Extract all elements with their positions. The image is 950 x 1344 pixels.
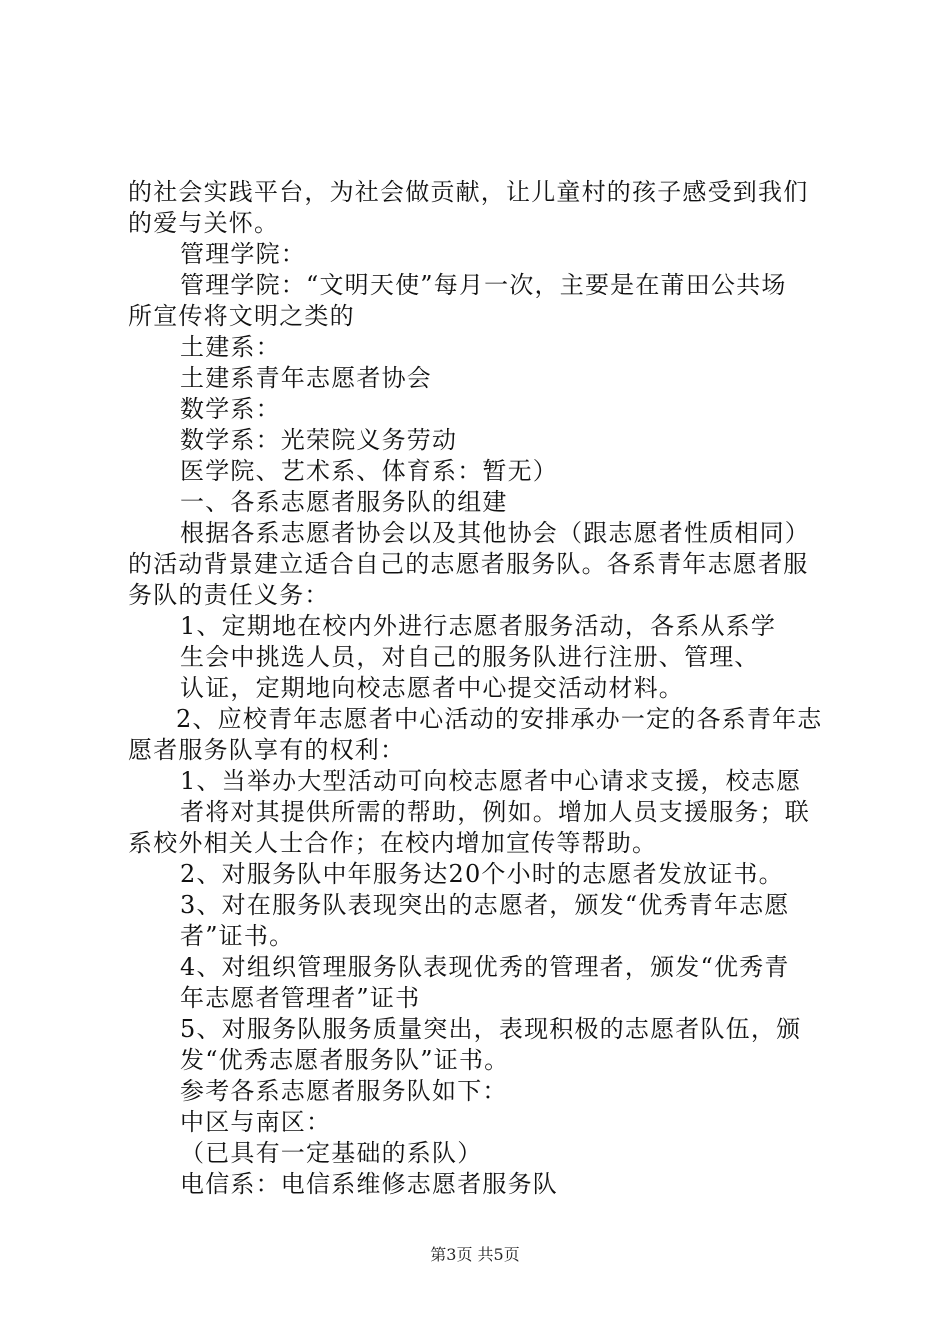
paragraph-line: 数学系：: [180, 395, 281, 423]
paragraph-line: 中区与南区：: [180, 1108, 332, 1136]
list-item-line: 认证，定期地向校志愿者中心提交活动材料。: [180, 674, 684, 702]
list-item-line: 1、当举办大型活动可向校志愿者中心请求支援，校志愿: [180, 767, 802, 795]
paragraph-line: 管理学院：: [180, 240, 306, 268]
page-number-footer: 第3页 共5页: [430, 1245, 520, 1264]
paragraph-line: 管理学院：“文明天使”每月一次，主要是在莆田公共场: [180, 271, 787, 299]
paragraph-line: 的活动背景建立适合自己的志愿者服务队。各系青年志愿者服: [128, 550, 809, 578]
list-item-line: 4、对组织管理服务队表现优秀的管理者，颁发“优秀青: [180, 953, 790, 981]
paragraph-line: 的爱与关怀。: [128, 209, 280, 237]
paragraph-line: 务队的责任义务：: [128, 581, 330, 609]
list-item-line: 发“优秀志愿者服务队”证书。: [180, 1046, 510, 1074]
paragraph-line: 土建系：: [180, 333, 281, 361]
paragraph-line: 的社会实践平台，为社会做贡献，让儿童村的孩子感受到我们: [128, 178, 809, 206]
paragraph-line: 所宣传将文明之类的: [128, 302, 355, 330]
paragraph-line: 医学院、艺术系、体育系：暂无）: [180, 457, 558, 485]
list-item-line: 1、定期地在校内外进行志愿者服务活动，各系从系学: [180, 612, 777, 640]
list-item-line: 5、对服务队服务质量突出，表现积极的志愿者队伍，颁: [180, 1015, 802, 1043]
list-item-line: 者”证书。: [180, 922, 295, 950]
list-item-line: 2、应校青年志愿者中心活动的安排承办一定的各系青年志: [176, 705, 823, 733]
list-item-line: 2、对服务队中年服务达20个小时的志愿者发放证书。: [180, 860, 784, 888]
paragraph-line: 数学系：光荣院义务劳动: [180, 426, 458, 454]
paragraph-line: 根据各系志愿者协会以及其他协会（跟志愿者性质相同）: [180, 519, 810, 547]
list-item-line: 生会中挑选人员，对自己的服务队进行注册、管理、: [180, 643, 760, 671]
list-item-line: 者将对其提供所需的帮助，例如。增加人员支援服务；联: [180, 798, 810, 826]
paragraph-line: 参考各系志愿者服务队如下：: [180, 1077, 508, 1105]
list-item-line: 3、对在服务队表现突出的志愿者，颁发“优秀青年志愿: [180, 891, 790, 919]
list-item-line: 系校外相关人士合作；在校内增加宣传等帮助。: [128, 829, 658, 857]
paragraph-line: 电信系：电信系维修志愿者服务队: [180, 1170, 558, 1198]
paragraph-line: （已具有一定基础的系队）: [180, 1139, 483, 1167]
list-item-line: 年志愿者管理者”证书: [180, 984, 421, 1012]
section-heading: 一、各系志愿者服务队的组建: [180, 488, 508, 516]
paragraph-line: 土建系青年志愿者协会: [180, 364, 432, 392]
paragraph-line: 愿者服务队享有的权利：: [128, 736, 406, 764]
